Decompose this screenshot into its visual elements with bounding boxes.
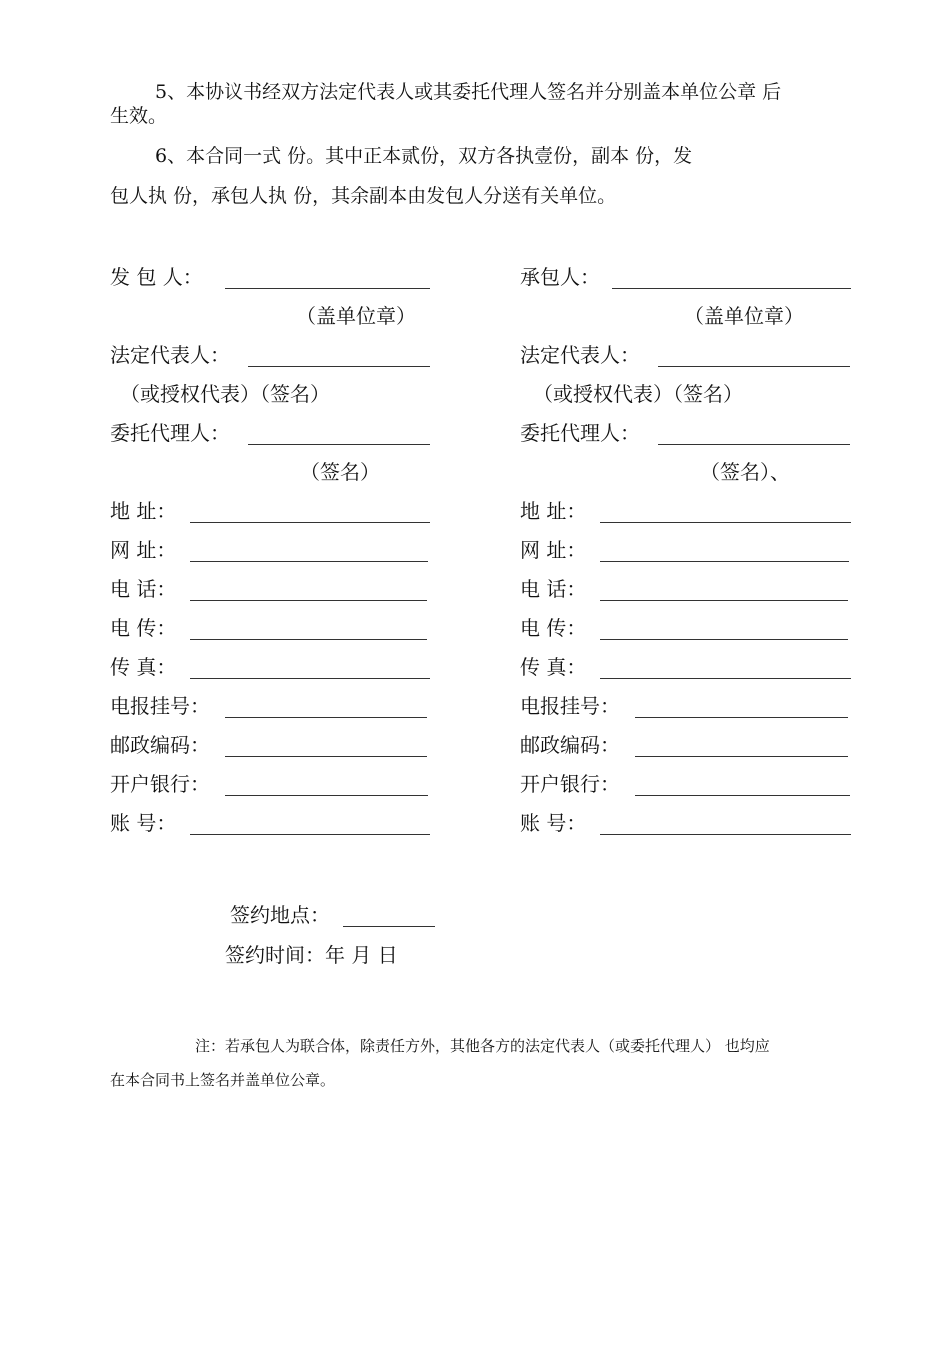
note-line2: 在本合同书上签名并盖单位公章。 bbox=[110, 1071, 336, 1089]
left-account-field[interactable] bbox=[110, 810, 430, 836]
right-legal-rep-label: 法定代表人： bbox=[520, 343, 640, 367]
right-account-label: 账 号： bbox=[520, 811, 587, 835]
left-phone-field[interactable] bbox=[110, 576, 427, 602]
left-fax-field[interactable] bbox=[110, 654, 430, 680]
left-agent-label: 委托代理人： bbox=[110, 421, 230, 445]
right-postcode-line[interactable] bbox=[635, 756, 848, 757]
left-fax-label: 传 真： bbox=[110, 655, 177, 679]
left-party-label: 发 包 人： bbox=[110, 265, 203, 289]
right-website-line[interactable] bbox=[600, 561, 849, 562]
left-telegram-label: 电 传： bbox=[110, 616, 177, 640]
right-agent-line[interactable] bbox=[658, 444, 850, 445]
right-phone-label: 电 话： bbox=[520, 577, 587, 601]
right-legal-rep-line[interactable] bbox=[658, 366, 850, 367]
left-address-field[interactable] bbox=[110, 498, 430, 524]
signing-place-field[interactable] bbox=[230, 902, 435, 928]
right-cable-field[interactable] bbox=[520, 693, 848, 719]
right-telegram-field[interactable] bbox=[520, 615, 848, 641]
left-cable-label: 电报挂号： bbox=[110, 694, 210, 718]
clause-5-line1: 5、本协议书经双方法定代表人或其委托代理人签名并分别盖本单位公章 后 bbox=[155, 81, 782, 103]
right-bank-line[interactable] bbox=[635, 795, 850, 796]
left-party-field[interactable] bbox=[110, 264, 430, 290]
right-postcode-field[interactable] bbox=[520, 732, 848, 758]
left-seal-note: （盖单位章） bbox=[296, 304, 416, 328]
signing-place-label: 签约地点： bbox=[230, 903, 330, 927]
left-agent-line[interactable] bbox=[248, 444, 430, 445]
left-cable-field[interactable] bbox=[110, 693, 427, 719]
signing-place-line[interactable] bbox=[343, 926, 435, 927]
right-telegram-label: 电 传： bbox=[520, 616, 587, 640]
left-bank-label: 开户银行： bbox=[110, 772, 210, 796]
left-agent-field[interactable] bbox=[110, 420, 430, 446]
left-postcode-line[interactable] bbox=[225, 756, 427, 757]
left-website-label: 网 址： bbox=[110, 538, 177, 562]
right-party-label: 承包人： bbox=[520, 265, 600, 289]
right-telegram-line[interactable] bbox=[600, 639, 848, 640]
left-postcode-label: 邮政编码： bbox=[110, 733, 210, 757]
right-bank-label: 开户银行： bbox=[520, 772, 620, 796]
right-fax-field[interactable] bbox=[520, 654, 851, 680]
clause-6-line1: 6、本合同一式 份。其中正本贰份，双方各执壹份，副本 份，发 bbox=[155, 145, 693, 167]
left-account-label: 账 号： bbox=[110, 811, 177, 835]
left-authorized-sign: （或授权代表）（签名） bbox=[120, 382, 330, 406]
right-legal-rep-field[interactable] bbox=[520, 342, 850, 368]
left-phone-label: 电 话： bbox=[110, 577, 177, 601]
right-seal-note: （盖单位章） bbox=[684, 304, 804, 328]
right-website-field[interactable] bbox=[520, 537, 849, 563]
right-address-line[interactable] bbox=[600, 522, 851, 523]
right-party-line[interactable] bbox=[612, 288, 851, 289]
left-postcode-field[interactable] bbox=[110, 732, 427, 758]
left-website-line[interactable] bbox=[190, 561, 428, 562]
left-bank-line[interactable] bbox=[225, 795, 428, 796]
left-legal-rep-field[interactable] bbox=[110, 342, 430, 368]
left-telegram-field[interactable] bbox=[110, 615, 427, 641]
left-fax-line[interactable] bbox=[190, 678, 430, 679]
left-bank-field[interactable] bbox=[110, 771, 428, 797]
signing-time-label: 签约时间：年 月 日 bbox=[225, 943, 398, 967]
right-agent-field[interactable] bbox=[520, 420, 850, 446]
left-address-line[interactable] bbox=[190, 522, 430, 523]
left-sign-note: （签名） bbox=[300, 460, 380, 484]
right-postcode-label: 邮政编码： bbox=[520, 733, 620, 757]
right-website-label: 网 址： bbox=[520, 538, 587, 562]
left-telegram-line[interactable] bbox=[190, 639, 427, 640]
left-account-line[interactable] bbox=[190, 834, 430, 835]
right-phone-line[interactable] bbox=[600, 600, 848, 601]
right-phone-field[interactable] bbox=[520, 576, 848, 602]
right-address-field[interactable] bbox=[520, 498, 851, 524]
right-agent-label: 委托代理人： bbox=[520, 421, 640, 445]
note-line1: 注：若承包人为联合体，除责任方外，其他各方的法定代表人（或委托代理人） 也均应 bbox=[195, 1037, 770, 1055]
right-fax-label: 传 真： bbox=[520, 655, 587, 679]
left-phone-line[interactable] bbox=[190, 600, 427, 601]
right-fax-line[interactable] bbox=[600, 678, 851, 679]
right-bank-field[interactable] bbox=[520, 771, 850, 797]
right-authorized-sign: （或授权代表）（签名） bbox=[533, 382, 743, 406]
right-address-label: 地 址： bbox=[520, 499, 587, 523]
right-account-line[interactable] bbox=[600, 834, 851, 835]
right-account-field[interactable] bbox=[520, 810, 851, 836]
left-party-line[interactable] bbox=[225, 288, 430, 289]
left-legal-rep-label: 法定代表人： bbox=[110, 343, 230, 367]
left-address-label: 地 址： bbox=[110, 499, 177, 523]
left-website-field[interactable] bbox=[110, 537, 428, 563]
right-cable-label: 电报挂号： bbox=[520, 694, 620, 718]
left-legal-rep-line[interactable] bbox=[248, 366, 430, 367]
right-sign-note: （签名）、 bbox=[700, 460, 790, 484]
right-party-field[interactable] bbox=[520, 264, 851, 290]
clause-5-line2: 生效。 bbox=[110, 105, 168, 127]
left-cable-line[interactable] bbox=[225, 717, 427, 718]
right-cable-line[interactable] bbox=[635, 717, 848, 718]
clause-6-line2: 包人执 份，承包人执 份，其余副本由发包人分送有关单位。 bbox=[110, 185, 617, 207]
